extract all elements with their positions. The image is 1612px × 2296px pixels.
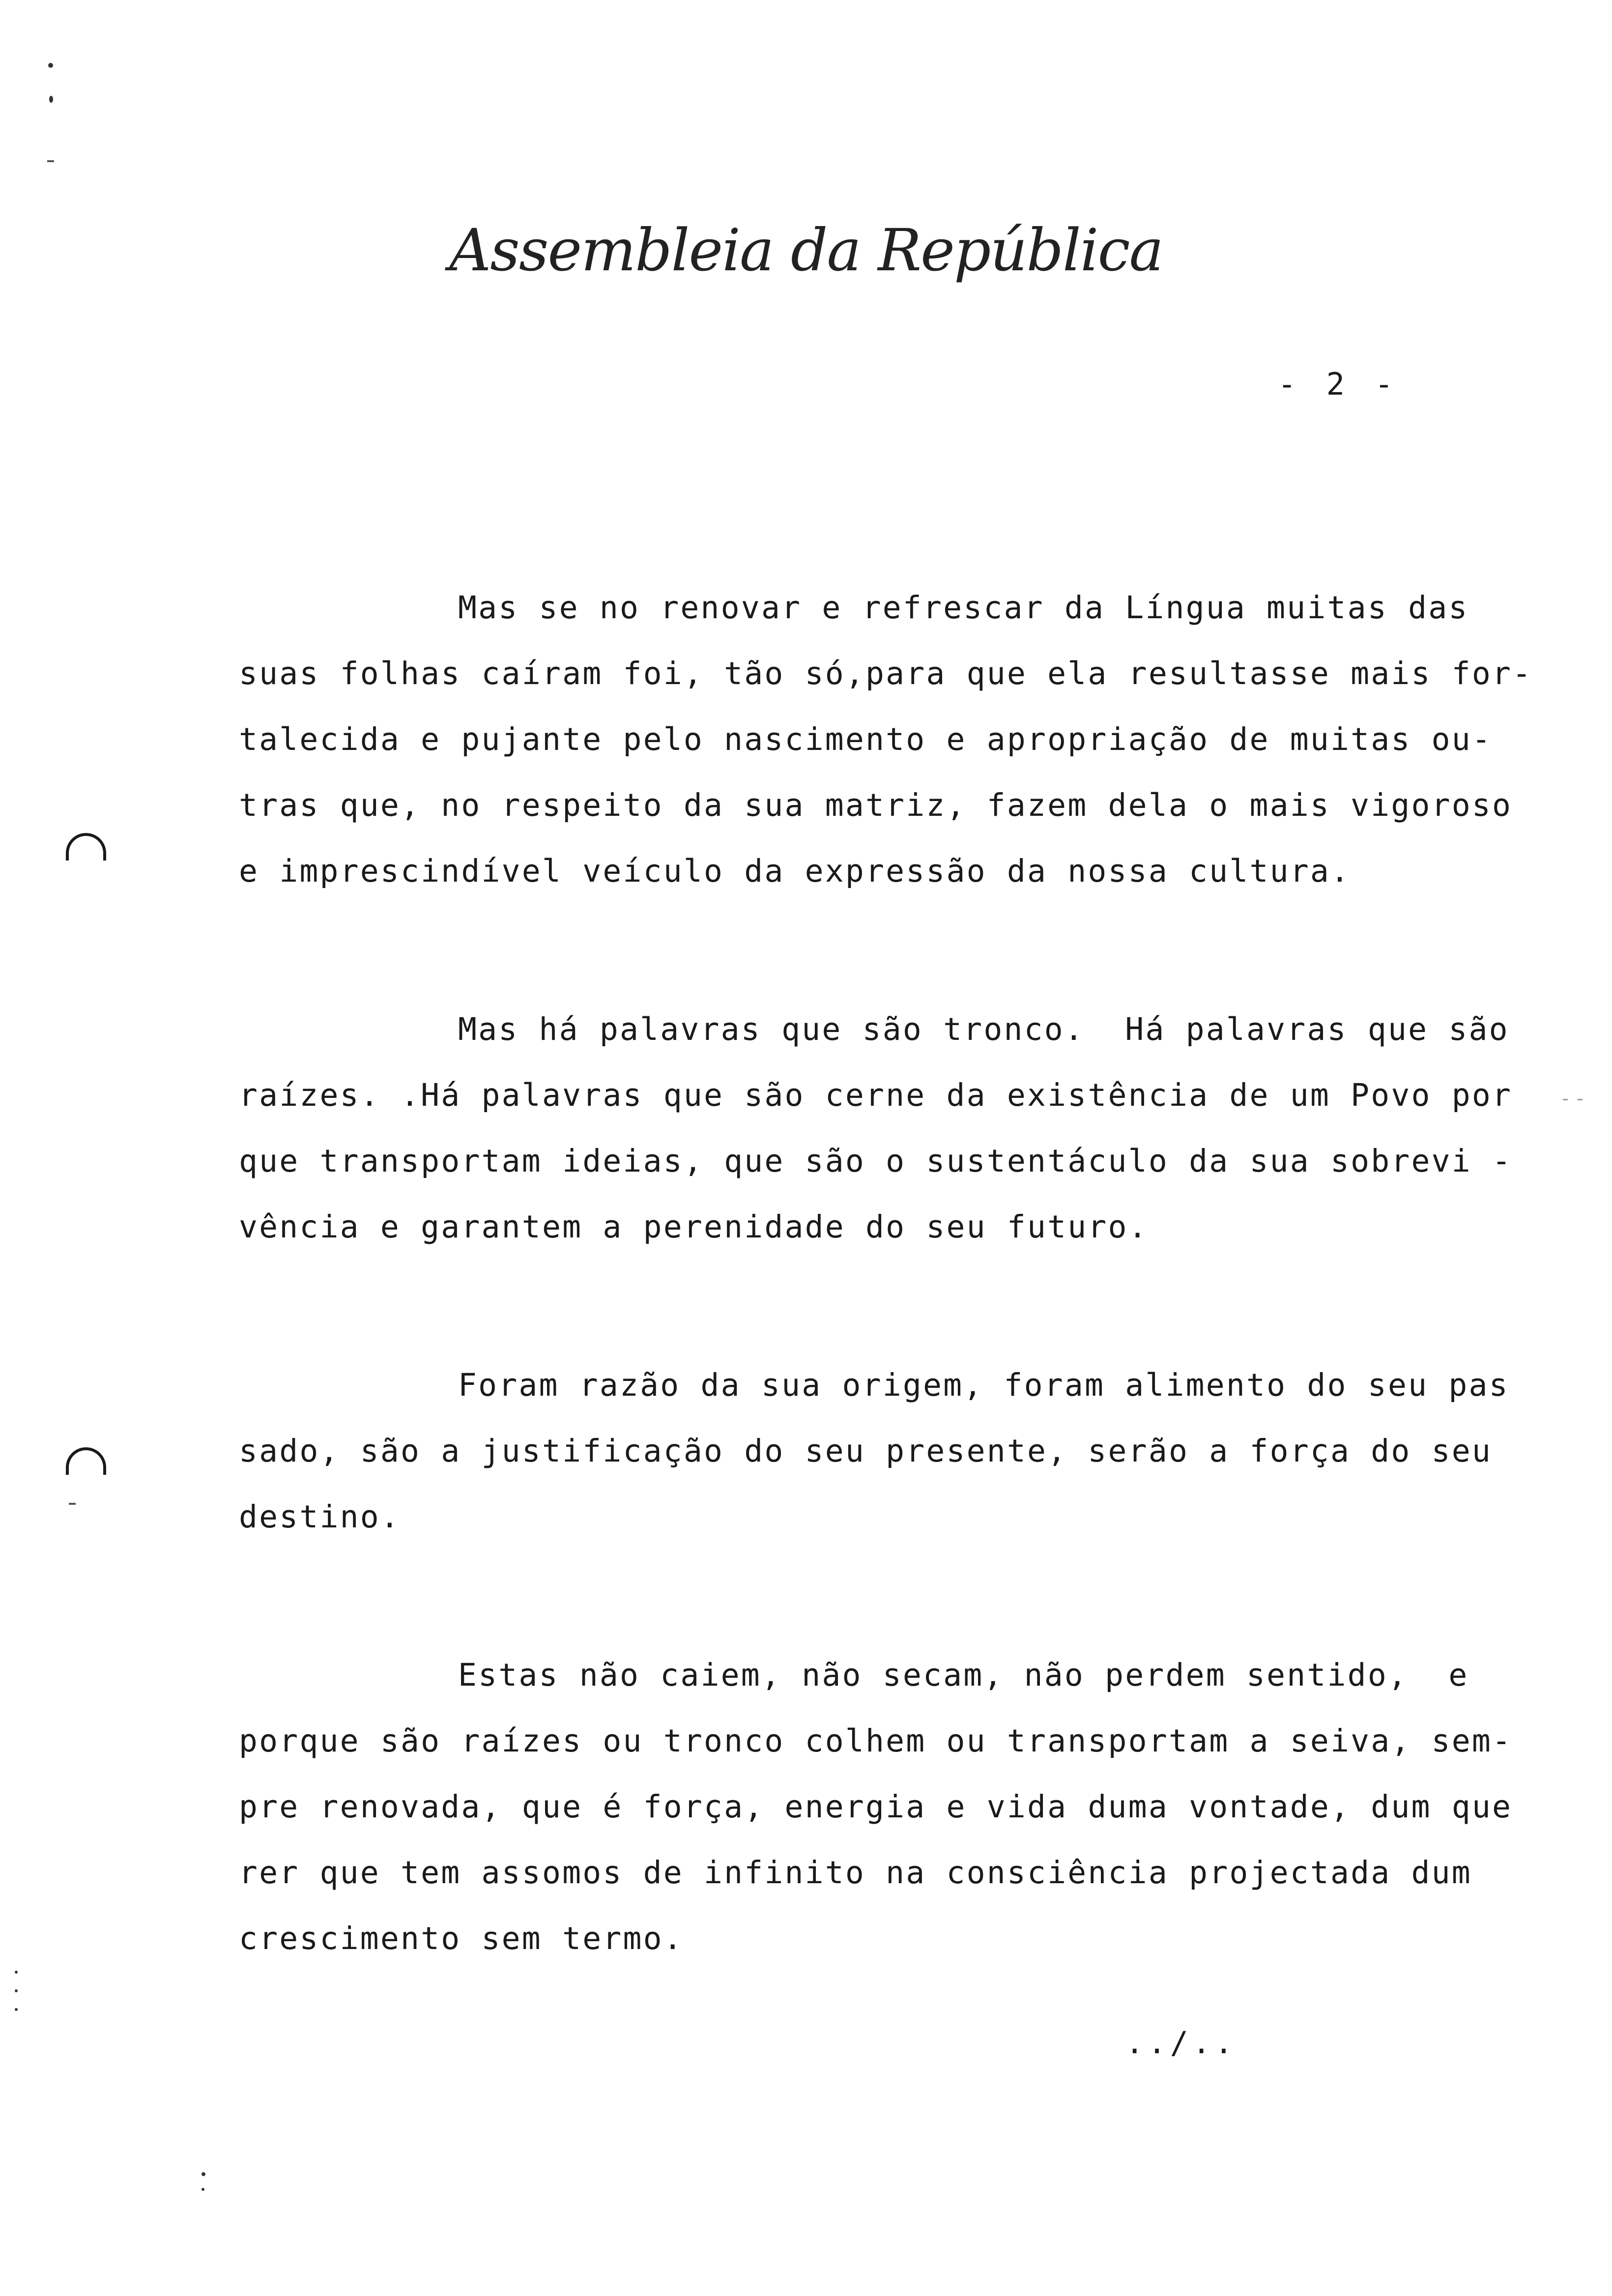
scan-speck-icon (202, 2188, 204, 2191)
continuation-mark: ../.. (1125, 2025, 1237, 2061)
text-line: Estas não caiem, não secam, não perdem sentido, e (458, 1657, 1469, 1693)
text-line: Foram razão da sua origem, foram alimento do seu pas (458, 1367, 1509, 1403)
binding-hole-icon (66, 1447, 106, 1475)
text-line: pre renovada, que é força, energia e vida duma vontade, dum que (239, 1789, 1513, 1825)
text-line: Mas se no renovar e refrescar da Língua muitas das (458, 590, 1469, 626)
text-line: suas folhas caíram foi, tão só,para que ela resultasse mais for- (239, 656, 1533, 691)
text-line: Mas há palavras que são tronco. Há palavras que são (458, 1011, 1509, 1047)
text-line: que transportam ideias, que são o sustentáculo da sua sobrevi - (239, 1143, 1513, 1179)
scan-speck-icon (48, 63, 53, 68)
paragraph (239, 997, 1513, 1260)
scan-speck-icon (15, 1971, 18, 1974)
page-number: - 2 - (1278, 366, 1399, 402)
paragraph (239, 575, 1533, 904)
text-line: destino. (239, 1499, 401, 1535)
text-line: e imprescindível veículo da expressão da nossa cultura. (239, 853, 1351, 889)
scan-mark-icon (69, 1503, 76, 1505)
text-line: rer que tem assomos de infinito na consciência projectada dum (239, 1855, 1472, 1891)
paragraph (239, 1642, 1513, 1972)
scan-mark-icon (1563, 1099, 1568, 1100)
paragraph (239, 1352, 1509, 1550)
body-text (239, 575, 1533, 2064)
scan-speck-icon (15, 1989, 18, 1992)
text-line: crescimento sem termo. (239, 1921, 684, 1956)
text-line: tras que, no respeito da sua matriz, fazem dela o mais vigoroso (239, 787, 1513, 823)
text-line: raízes. .Há palavras que são cerne da existência de um Povo por (239, 1077, 1513, 1113)
scan-speck-icon (202, 2172, 205, 2176)
letterhead-title: Assembleia da República (449, 216, 1163, 284)
scan-mark-icon (1578, 1099, 1583, 1100)
scan-speck-icon (15, 2008, 18, 2011)
scan-mark-icon (47, 160, 54, 162)
text-line: vência e garantem a perenidade do seu futuro. (239, 1209, 1149, 1245)
binding-hole-icon (66, 833, 106, 861)
text-line: talecida e pujante pelo nascimento e apropriação de muitas ou- (239, 721, 1493, 757)
text-line: porque são raízes ou tronco colhem ou transportam a seiva, sem- (239, 1723, 1513, 1759)
scan-speck-icon (49, 96, 53, 103)
text-line: sado, são a justificação do seu presente, serão a força do seu (239, 1433, 1493, 1469)
